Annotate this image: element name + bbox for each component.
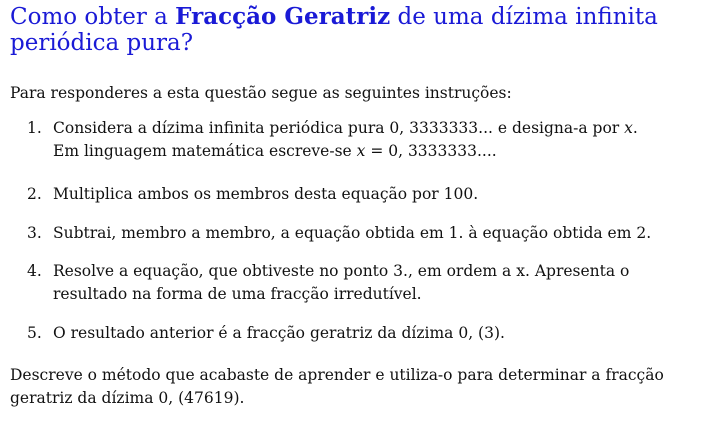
title-line-2: periódica pura? — [10, 30, 194, 56]
closing-line-2: geratriz da dízima 0, (47619). — [10, 389, 245, 407]
list-number: 1. — [27, 119, 42, 137]
list-number: 5. — [27, 324, 42, 342]
step-1-line-2-end: = 0, 3333333.... — [365, 142, 497, 160]
intro-paragraph: Para responderes a esta questão segue as seguintes instruções: — [10, 84, 512, 102]
step-1-line-1: Considera a dízima infinita periódica pura 0, 3333333... e designa-a por — [53, 119, 625, 137]
math-variable: x — [356, 142, 366, 160]
math-variable: x — [624, 119, 633, 137]
title-suffix: de uma dízima infinita — [390, 4, 658, 30]
list-number: 2. — [27, 185, 42, 203]
list-item-text — [53, 260, 698, 306]
step-1-line-1-end: . — [632, 119, 638, 137]
closing-paragraph — [10, 364, 700, 410]
list-item-text: O resultado anterior é a fracção geratriz da dízima 0, (3). — [53, 324, 505, 342]
list-item-text — [53, 117, 698, 163]
list-item-text: Multiplica ambos os membros desta equação por 100. — [53, 185, 479, 203]
title-line-1 — [10, 4, 700, 30]
title-prefix: Como obter a — [10, 4, 176, 30]
title-emphasis: Fracção Geratriz — [175, 3, 391, 30]
step-4-line-2: resultado na forma de uma fracção irredutível. — [53, 285, 422, 303]
list-item-text: Subtrai, membro a membro, a equação obtida em 1. à equação obtida em 2. — [53, 224, 652, 242]
list-number: 4. — [27, 262, 42, 280]
closing-line-1: Descreve o método que acabaste de aprender e utiliza-o para determinar a fracção — [10, 366, 664, 384]
page-title — [10, 4, 700, 56]
step-1-line-2: Em linguagem matemática escreve-se — [53, 142, 357, 160]
list-number: 3. — [27, 224, 42, 242]
step-4-line-1: Resolve a equação, que obtiveste no ponto 3., em ordem a x. Apresenta o — [53, 262, 630, 280]
